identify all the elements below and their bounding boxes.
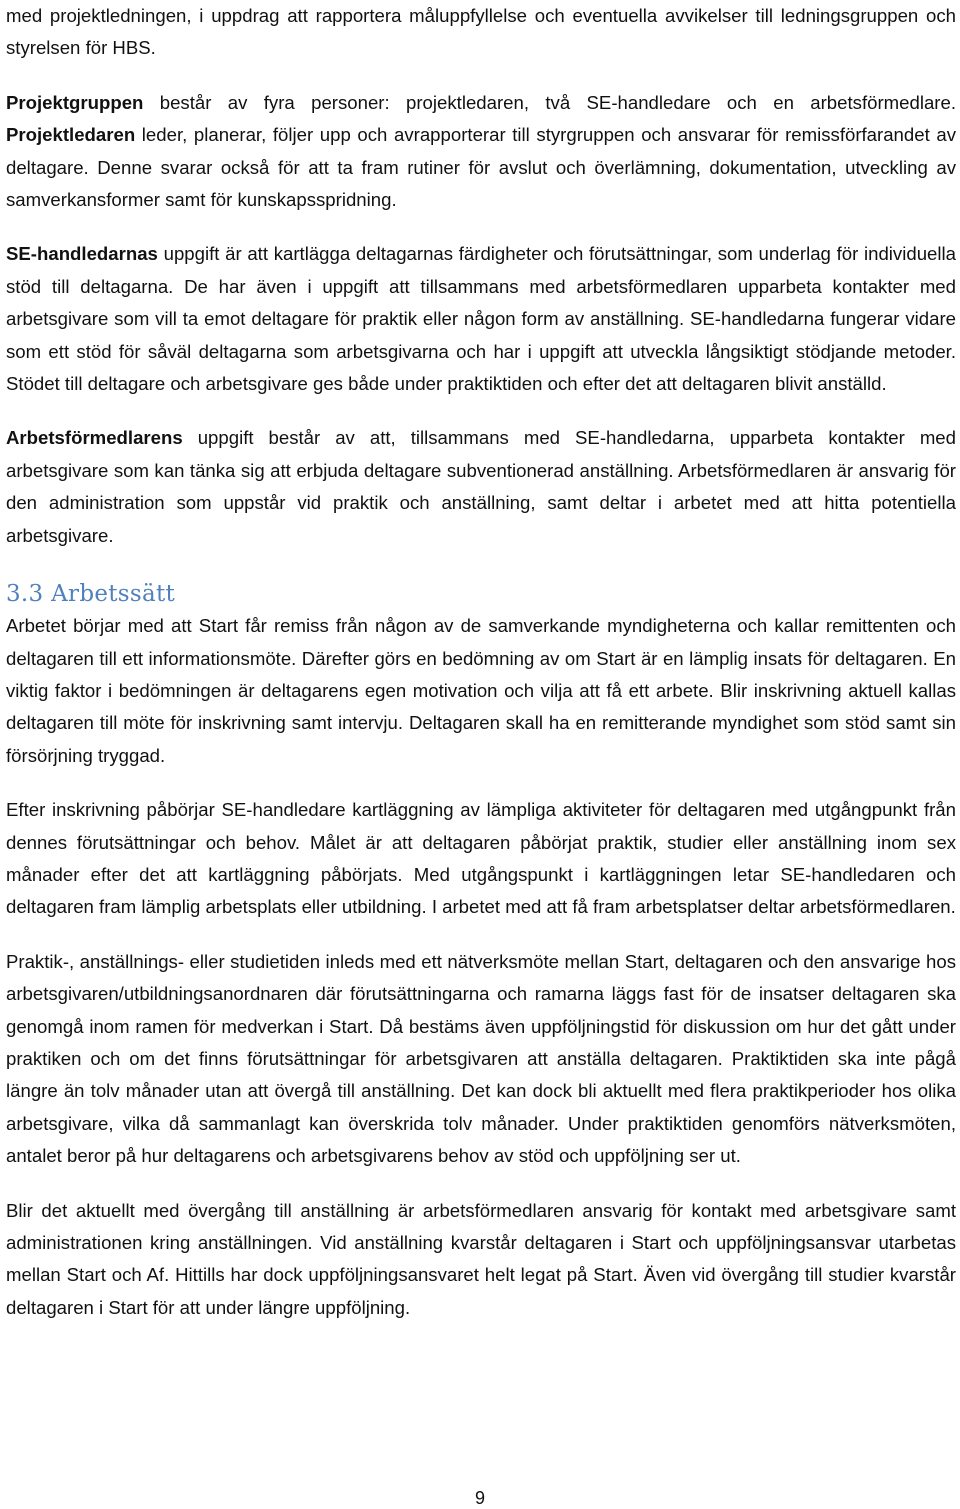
paragraph-arbetet-borjar [6,610,956,772]
paragraph-se-handledarnas [6,238,956,400]
paragraph-overgang [6,1195,956,1325]
paragraph-intro [6,0,956,65]
paragraph-praktik [6,946,956,1173]
paragraph-text: uppgift är att kartlägga deltagarnas färdigheter och förutsättningar, som underlag för individuella stöd till deltagarna. De har även i uppgift att tillsammans med arbetsförmedlaren upparbeta kontakter med arbetsgivare som vill ta emot deltagare för praktik eller någon form av anställning. SE-handledarna fungerar vidare som ett stöd för såväl deltagarna som arbetsgivarna och har i uppgift att utveckla långsiktigt stödjande metoder. Stödet till deltagare och arbetsgivare ges både under praktiktiden och efter det att deltagaren blivit anställd. [6,243,956,395]
paragraph-efter-inskrivning [6,794,956,924]
paragraph-text: Arbetet börjar med att Start får remiss från någon av de samverkande myndigheterna och kallar remittenten och deltagaren till ett informationsmöte. Därefter görs en bedömning av om Start är en lämplig insats för deltagaren. En viktig faktor i bedömningen är deltagarens egen motivation och vilja att få ett arbete. Blir inskrivning aktuell kallas deltagaren till möte för inskrivning samt intervju. Deltagaren skall ha en remitterande myndighet som stöd samt sin försörjning tryggad. [6,615,956,766]
paragraph-text: uppgift består av att, tillsammans med SE-handledarna, upparbeta kontakter med arbetsgivare som kan tänka sig att erbjuda deltagare subventionerad anställning. Arbetsförmedlaren är ansvarig för den administration som uppstår vid praktik och anställning, samt deltar i arbetet med att hitta potentiella arbetsgivare. [6,427,956,546]
paragraph-text: Praktik-, anställnings- eller studietiden inleds med ett nätverksmöte mellan Start, deltagaren och den ansvarige hos arbetsgivaren/utbildningsanordnaren där förutsättningarna och ramarna läggs fast för de insatser deltagaren ska genomgå inom ramen för medverkan i Start. Då bestäms även uppföljningstid för diskussion om hur det gått under praktiken och om det finns förutsättningar för arbetsgivaren att anställa deltagaren. Praktiktiden ska inte pågå längre än tolv månader utan att övergå till anställning. Det kan dock bli aktuellt med flera praktikperioder hos olika arbetsgivare, vilka då sammanlagt kan överskrida tolv månader. Under praktiktiden genomförs nätverksmöten, antalet beror på hur deltagarens och arbetsgivarens behov av stöd och uppföljning ser ut. [6,950,956,1167]
section-heading [6,578,956,610]
paragraph-text: Blir det aktuellt med övergång till anställning är arbetsförmedlaren ansvarig för kontakt med arbetsgivare samt administrationen kring anställningen. Vid anställning kvarstår deltagaren i Start och uppföljningsansvar utarbetas mellan Start och Af. Hittills har dock uppföljningsansvaret helt legat på Start. Även vid övergång till studier kvarstår deltagaren i Start för att under längre uppföljning. [6,1199,956,1318]
paragraph-text: består av fyra personer: projektledaren, två SE-handledare och en arbetsförmedlare. [143,91,956,113]
page-number: 9 [474,1488,485,1508]
document-page [6,0,956,1324]
term-projektledaren: Projektledaren [6,124,136,146]
paragraph-text: leder, planerar, följer upp och avrapporterar till styrgruppen och ansvarar för remissförfarandet av deltagare. Denne svarar också för att ta fram rutiner för avslut och överlämning, dokumentation, utveckling av samverkansformer samt för kunskapsspridning. [6,124,956,211]
paragraph-text: Efter inskrivning påbörjar SE-handledare kartläggning av lämpliga aktiviteter för deltagaren med utgångpunkt från dennes förutsättningar och behov. Målet är att deltagaren påbörjat praktik, studier eller anställning inom sex månader efter det att kartläggning påbörjats. Med utgångspunkt i kartläggningen letar SE-handledaren och deltagaren fram lämplig arbetsplats eller utbildning. I arbetet med att få fram arbetsplatser deltar arbetsförmedlaren. [6,799,956,918]
paragraph-projektgruppen [6,87,956,217]
paragraph-text: med projektledningen, i uppdrag att rapportera måluppfyllelse och eventuella avvikelser till ledningsgruppen och styrelsen för HBS. [6,5,956,59]
section-number: 3.3 [6,581,44,608]
section-title: Arbetssätt [51,581,176,608]
term-se-handledarnas: SE-handledarnas [6,243,158,265]
term-projektgruppen: Projektgruppen [6,91,144,113]
term-arbetsformedlarens: Arbetsförmedlarens [6,427,183,449]
paragraph-arbetsformedlarens [6,422,956,552]
